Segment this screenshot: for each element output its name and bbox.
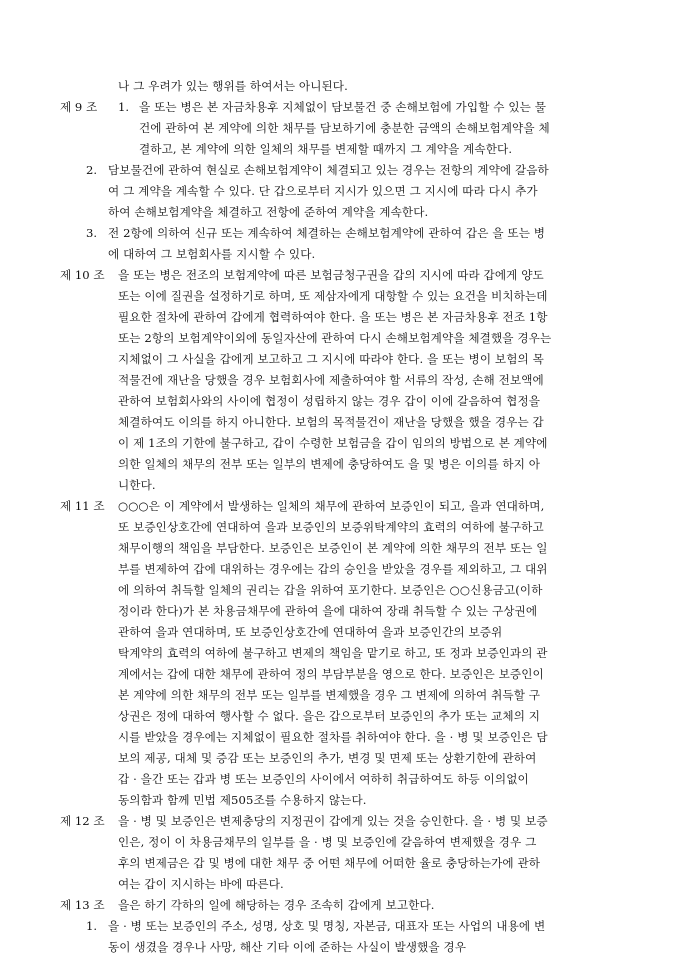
text-line: 을은 하기 각하의 일에 해당하는 경우 조속히 갑에게 보고한다.: [118, 898, 435, 912]
text-line: 하여 손해보험계약을 체결하고 전항에 준하여 계약을 계속한다.: [108, 205, 429, 219]
text-line: 또는 2항의 보험계약이외에 동일자산에 관하여 다시 손해보험계약을 체결했을 경우는: [118, 331, 552, 345]
article-number: 제 9 조: [60, 100, 98, 114]
text-line: 의한 일체의 채무의 전부 또는 일부의 변제에 충당하여도 을 및 병은 이의를 하지 아: [118, 457, 541, 471]
text-line: 필요한 절차에 관하여 갑에게 협력하여야 한다. 을 또는 병은 본 자금차용후 전조 1항: [118, 310, 548, 324]
text-line: 에 의하여 취득할 일체의 권리는 갑을 위하여 포기한다. 보증인은 ○○신용금고(이하: [118, 583, 543, 597]
text-line: 갑 · 을간 또는 갑과 병 또는 보증인의 사이에서 여하히 취급하여도 하등 이의없이: [118, 772, 529, 786]
text-line: 나 그 우려가 있는 행위를 하여서는 아니된다.: [118, 79, 348, 93]
text-line: 인은, 정이 이 차용금채무의 일부를 을 · 병 및 보증인에 갈음하여 변제했을 경우 그: [118, 835, 537, 849]
text-line: ○○○은 이 계약에서 발생하는 일체의 채무에 관하여 보증인이 되고, 을과 연대하며,: [118, 499, 545, 513]
text-line: 이 제 1조의 기한에 불구하고, 갑이 수령한 보험금을 갑이 임의의 방법으로 본 계약에: [118, 436, 548, 450]
text-line: 니한다.: [118, 478, 156, 492]
text-line: 에 대하여 그 보험회사를 지시할 수 있다.: [108, 247, 316, 261]
article-number: 제 10 조: [60, 268, 105, 282]
text-line: 본 계약에 의한 채무의 전부 또는 일부를 변제했을 경우 그 변제에 의하여 취득할 구: [118, 688, 541, 702]
text-line: 건에 관하여 본 계약에 의한 채무를 담보하기에 충분한 금액의 손해보험계약을 체: [139, 121, 550, 135]
text-line: 을 또는 병은 본 자금차용후 지체없이 담보물건 중 손해보험에 가입할 수 있는 물: [139, 100, 547, 114]
text-line: 전 2항에 의하여 신규 또는 계속하여 체결하는 손해보험계약에 관하여 갑은 을 또는 병: [108, 226, 546, 240]
text-line: 채무이행의 책임을 부담한다. 보증인은 보증인이 본 계약에 의한 채무의 전부 또는 일: [118, 541, 548, 555]
text-line: 관하여 을과 연대하며, 또 보증인상호간에 연대하여 을과 보증인간의 보증위: [118, 625, 503, 639]
text-line: 정이라 한다)가 본 차용금채무에 관하여 을에 대하여 장래 취득할 수 있는 구상권에: [118, 604, 538, 618]
clause-number: 1.: [86, 919, 98, 933]
text-line: 후의 변제금은 갑 및 병에 대한 채무 중 어떤 채무에 어떠한 율로 충당하는가에 관하: [118, 856, 541, 870]
article-number: 제 13 조: [60, 898, 105, 912]
text-line: 결하고, 본 계약에 의한 일체의 채무를 변제할 때까지 그 계약을 계속한다.: [139, 142, 513, 156]
text-line: 시를 받았을 경우에는 지체없이 필요한 절차를 취하여야 한다. 을 · 병 및 보증인은 담: [118, 730, 548, 744]
text-line: 보의 제공, 대체 및 증감 또는 보증인의 추가, 변경 및 면제 또는 상환기한에 관하여: [118, 751, 537, 765]
article-number: 제 11 조: [60, 499, 105, 513]
text-line: 상권은 정에 대하여 행사할 수 없다. 을은 갑으로부터 보증인의 추가 또는 교체의 지: [118, 709, 541, 723]
text-line: 담보물건에 관하여 현실로 손해보험계약이 체결되고 있는 경우는 전항의 계약에 갈음하: [108, 163, 549, 177]
clause-number: 2.: [86, 163, 98, 177]
text-line: 동이 생겼을 경우나 사망, 해산 기타 이에 준하는 사실이 발생했을 경우: [108, 940, 467, 954]
clause-number: 3.: [86, 226, 98, 240]
text-line: 을 · 병 또는 보증인의 주소, 성명, 상호 및 명칭, 자본금, 대표자 또는 사업의 내용에 변: [108, 919, 546, 933]
text-line: 적물건에 재난을 당했을 경우 보험회사에 제출하여야 할 서류의 작성, 손해 전보액에: [118, 373, 544, 387]
text-line: 여 그 계약을 계속할 수 있다. 단 갑으로부터 지시가 있으면 그 지시에 따라 다시 추가: [108, 184, 538, 198]
text-line: 동의함과 함께 민법 제505조를 수용하지 않는다.: [118, 793, 367, 807]
text-line: 을 · 병 및 보증인은 변제충당의 지정권이 갑에게 있는 것을 승인한다. 을 · 병 및 보증: [118, 814, 548, 828]
article-number: 제 12 조: [60, 814, 105, 828]
text-line: 계에서는 갑에 대한 채무에 관하여 정의 부담부분을 영으로 한다. 보증인은 보증인이: [118, 667, 544, 681]
text-line: 을 또는 병은 전조의 보험계약에 따른 보험금청구권을 갑의 지시에 따라 갑에게 양도: [118, 268, 544, 282]
text-line: 체결하여도 이의를 하지 아니한다. 보험의 목적물건이 재난을 당했을 했을 경우는 갑: [118, 415, 544, 429]
text-line: 여는 갑이 지시하는 바에 따른다.: [118, 877, 284, 891]
text-line: 관하여 보험회사와의 사이에 협정이 성립하지 않는 경우 갑이 이에 갈음하여 협정을: [118, 394, 541, 408]
text-line: 지체없이 그 사실을 갑에게 보고하고 그 지시에 따라야 한다. 을 또는 병이 보험의 목: [118, 352, 544, 366]
text-line: 또는 이에 질권을 설정하기로 하며, 또 제삼자에게 대항할 수 있는 요건을 비치하는데: [118, 289, 548, 303]
text-line: 탁계약의 효력의 여하에 불구하고 변제의 책임을 맡기로 하고, 또 정과 보증인과의 관: [118, 646, 548, 660]
text-line: 부를 변제하여 갑에 대위하는 경우에는 갑의 승인을 받았을 경우를 제외하고, 그 대위: [118, 562, 548, 576]
text-line: 또 보증인상호간에 연대하여 을과 보증인의 보증위탁계약의 효력의 여하에 불구하고: [118, 520, 544, 534]
clause-number: 1.: [118, 100, 130, 114]
